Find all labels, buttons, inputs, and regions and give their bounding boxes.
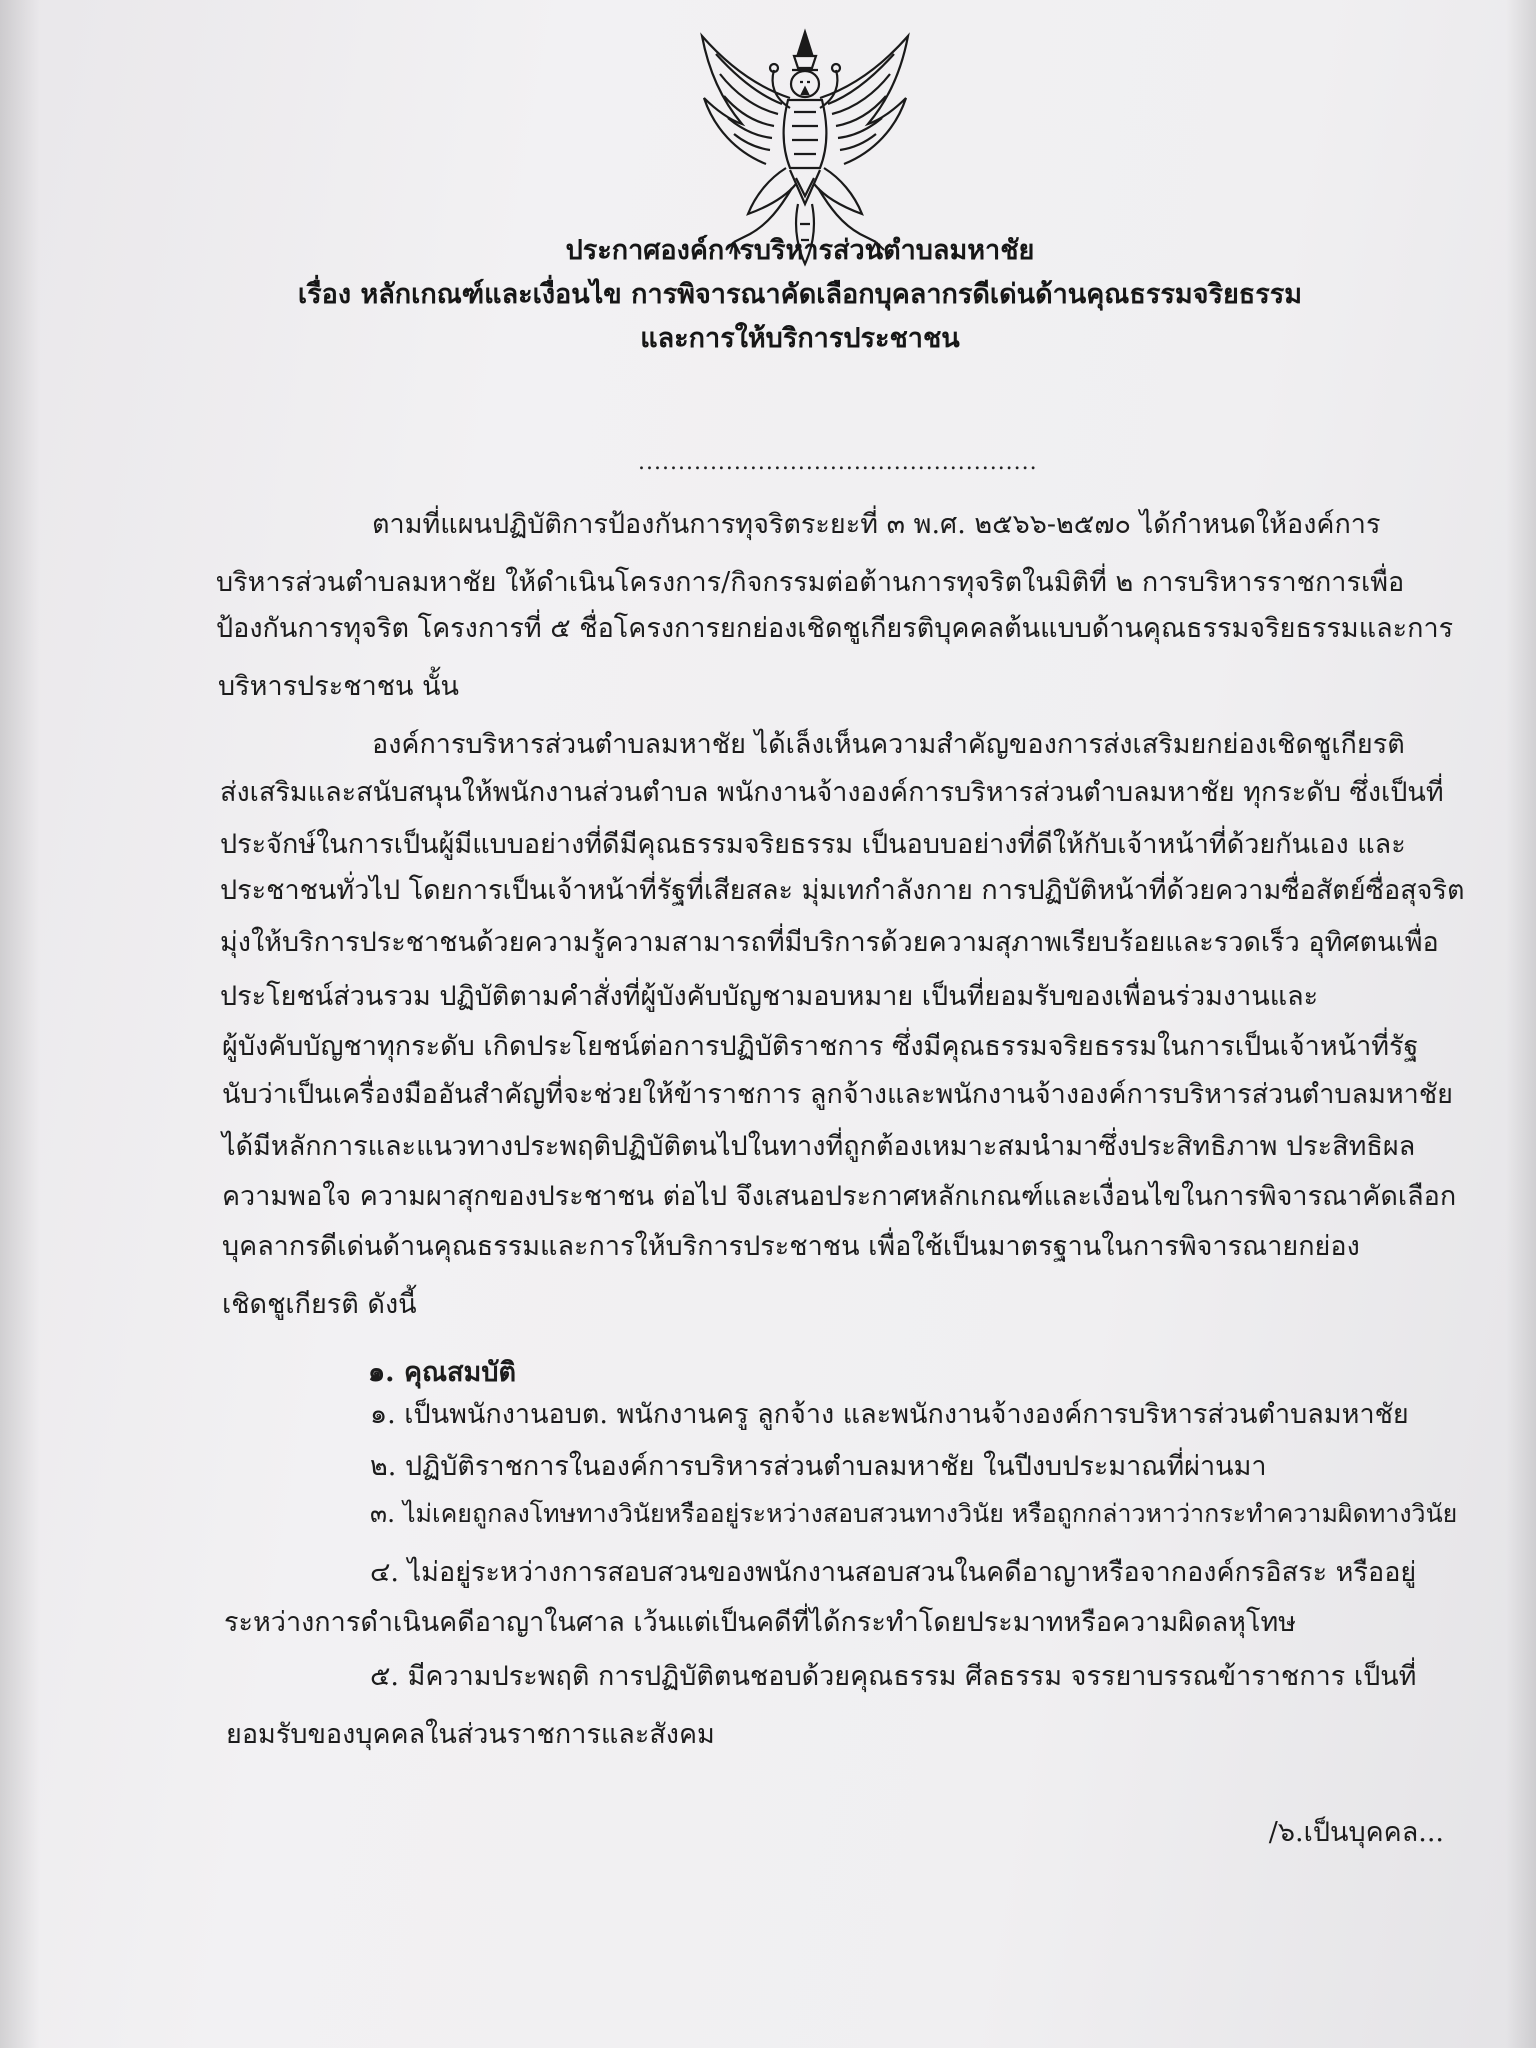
para2-line: ส่งเสริมและสนับสนุนให้พนักงานส่วนตำบล พนักงานจ้างองค์การบริหารส่วนตำบลมหาชัย ทุกระดับ ซึ่งเป็นที่ (220, 777, 1444, 808)
para2-line: ประชาชนทั่วไป โดยการเป็นเจ้าหน้าที่รัฐที่เสียสละ มุ่มเทกำลังกาย การปฏิบัติหน้าที่ด้วยความซื่อสัตย์ซื่อสุจริต (220, 875, 1465, 906)
para2-line: ประจักษ์ในการเป็นผู้มีแบบอย่างที่ดีมีคุณธรรมจริยธรรม เป็นอบบอย่างที่ดีให้กับเจ้าหน้าที่ด้วยกันเอง และ (220, 829, 1406, 860)
para2-line: มุ่งให้บริการประชาชนด้วยความรู้ความสามารถที่มีบริการด้วยความสุภาพเรียบร้อยและรวดเร็ว อุทิศตนเพื่อ (220, 927, 1439, 958)
document-subject: เรื่อง หลักเกณฑ์และเงื่อนไข การพิจารณาคัดเลือกบุคลากรดีเด่นด้านคุณธรรมจริยธรรม (297, 279, 1303, 310)
para2-line: องค์การบริหารส่วนตำบลมหาชัย ได้เล็งเห็นความสำคัญของการส่งเสริมยกย่องเชิดชูเกียรติ (372, 729, 1405, 760)
list-item: ๑. เป็นพนักงานอบต. พนักงานครู ลูกจ้าง และพนักงานจ้างองค์การบริหารส่วนตำบลมหาชัย (370, 1399, 1409, 1430)
page-edge-shadow (0, 0, 40, 2048)
para2-line: ความพอใจ ความผาสุกของประชาชน ต่อไป จึงเสนอประกาศหลักเกณฑ์และเงื่อนไขในการพิจารณาคัดเลือก (222, 1181, 1457, 1212)
heading-separator: .................................................. (638, 450, 1038, 475)
list-item: ๒. ปฏิบัติราชการในองค์การบริหารส่วนตำบลมหาชัย ในปีงบประมาณที่ผ่านมา (370, 1451, 1267, 1482)
para1-line: บริหารประชาชน นั้น (218, 671, 460, 702)
para1-line: บริหารส่วนตำบลมหาชัย ให้ดำเนินโครงการ/กิจกรรมต่อต้านการทุจริตในมิติที่ ๒ การบริหารราชการเพื่อ (216, 567, 1405, 598)
document-subject-cont: และการให้บริการประชาชน (640, 323, 960, 354)
document-title: ประกาศองค์การบริหารส่วนตำบลมหาชัย (565, 235, 1035, 266)
para2-line: เชิดชูเกียรติ ดังนี้ (222, 1289, 417, 1320)
list-item: ๔. ไม่อยู่ระหว่างการสอบสวนของพนักงานสอบสวนในคดีอาญาหรือจากองค์กรอิสระ หรืออยู่ (370, 1557, 1417, 1588)
para2-line: ประโยชน์ส่วนรวม ปฏิบัติตามคำสั่งที่ผู้บังคับบัญชามอบหมาย เป็นที่ยอมรับของเพื่อนร่วมงานและ (220, 981, 1319, 1012)
para2-line: บุคลากรดีเด่นด้านคุณธรรมและการให้บริการประชาชน เพื่อใช้เป็นมาตรฐานในการพิจารณายกย่อง (222, 1231, 1360, 1262)
para2-line: นับว่าเป็นเครื่องมืออันสำคัญที่จะช่วยให้ข้าราชการ ลูกจ้างและพนักงานจ้างองค์การบริหารส่วนตำบลมหาชัย (222, 1079, 1453, 1110)
list-item-cont: ยอมรับของบุคคลในส่วนราชการและสังคม (226, 1719, 715, 1750)
list-item: ๓. ไม่เคยถูกลงโทษทางวินัยหรืออยู่ระหว่างสอบสวนทางวินัย หรือถูกกล่าวหาว่ากระทำความผิดทางวินัย (370, 1499, 1458, 1528)
list-item: ๕. มีความประพฤติ การปฏิบัติตนชอบด้วยคุณธรรม ศีลธรรม จรรยาบรรณข้าราชการ เป็นที่ (370, 1661, 1417, 1692)
page-right-edge (1506, 0, 1536, 2048)
para1-line: ป้องกันการทุจริต โครงการที่ ๕ ชื่อโครงการยกย่องเชิดชูเกียรติบุคคลต้นแบบด้านคุณธรรมจริยธรรมและการ (216, 613, 1454, 644)
list-item-cont: ระหว่างการดำเนินคดีอาญาในศาล เว้นแต่เป็นคดีที่ได้กระทำโดยประมาทหรือความผิดลหุโทษ (224, 1607, 1297, 1638)
continuation-note: /๖.เป็นบุคคล... (1268, 1817, 1444, 1848)
para2-line: ผู้บังคับบัญชาทุกระดับ เกิดประโยชน์ต่อการปฏิบัติราชการ ซึ่งมีคุณธรรมจริยธรรมในการเป็นเจ้าหน้าที่รัฐ (222, 1031, 1419, 1062)
para1-line: ตามที่แผนปฏิบัติการป้องกันการทุจริตระยะที่ ๓ พ.ศ. ๒๕๖๖-๒๕๗๐ ได้กำหนดให้องค์การ (372, 509, 1381, 540)
para2-line: ได้มีหลักการและแนวทางประพฤติปฏิบัติตนไปในทางที่ถูกต้องเหมาะสมนำมาซึ่งประสิทธิภาพ ประสิทธิผล (222, 1131, 1416, 1162)
section-1-title: ๑. คุณสมบัติ (368, 1357, 516, 1388)
